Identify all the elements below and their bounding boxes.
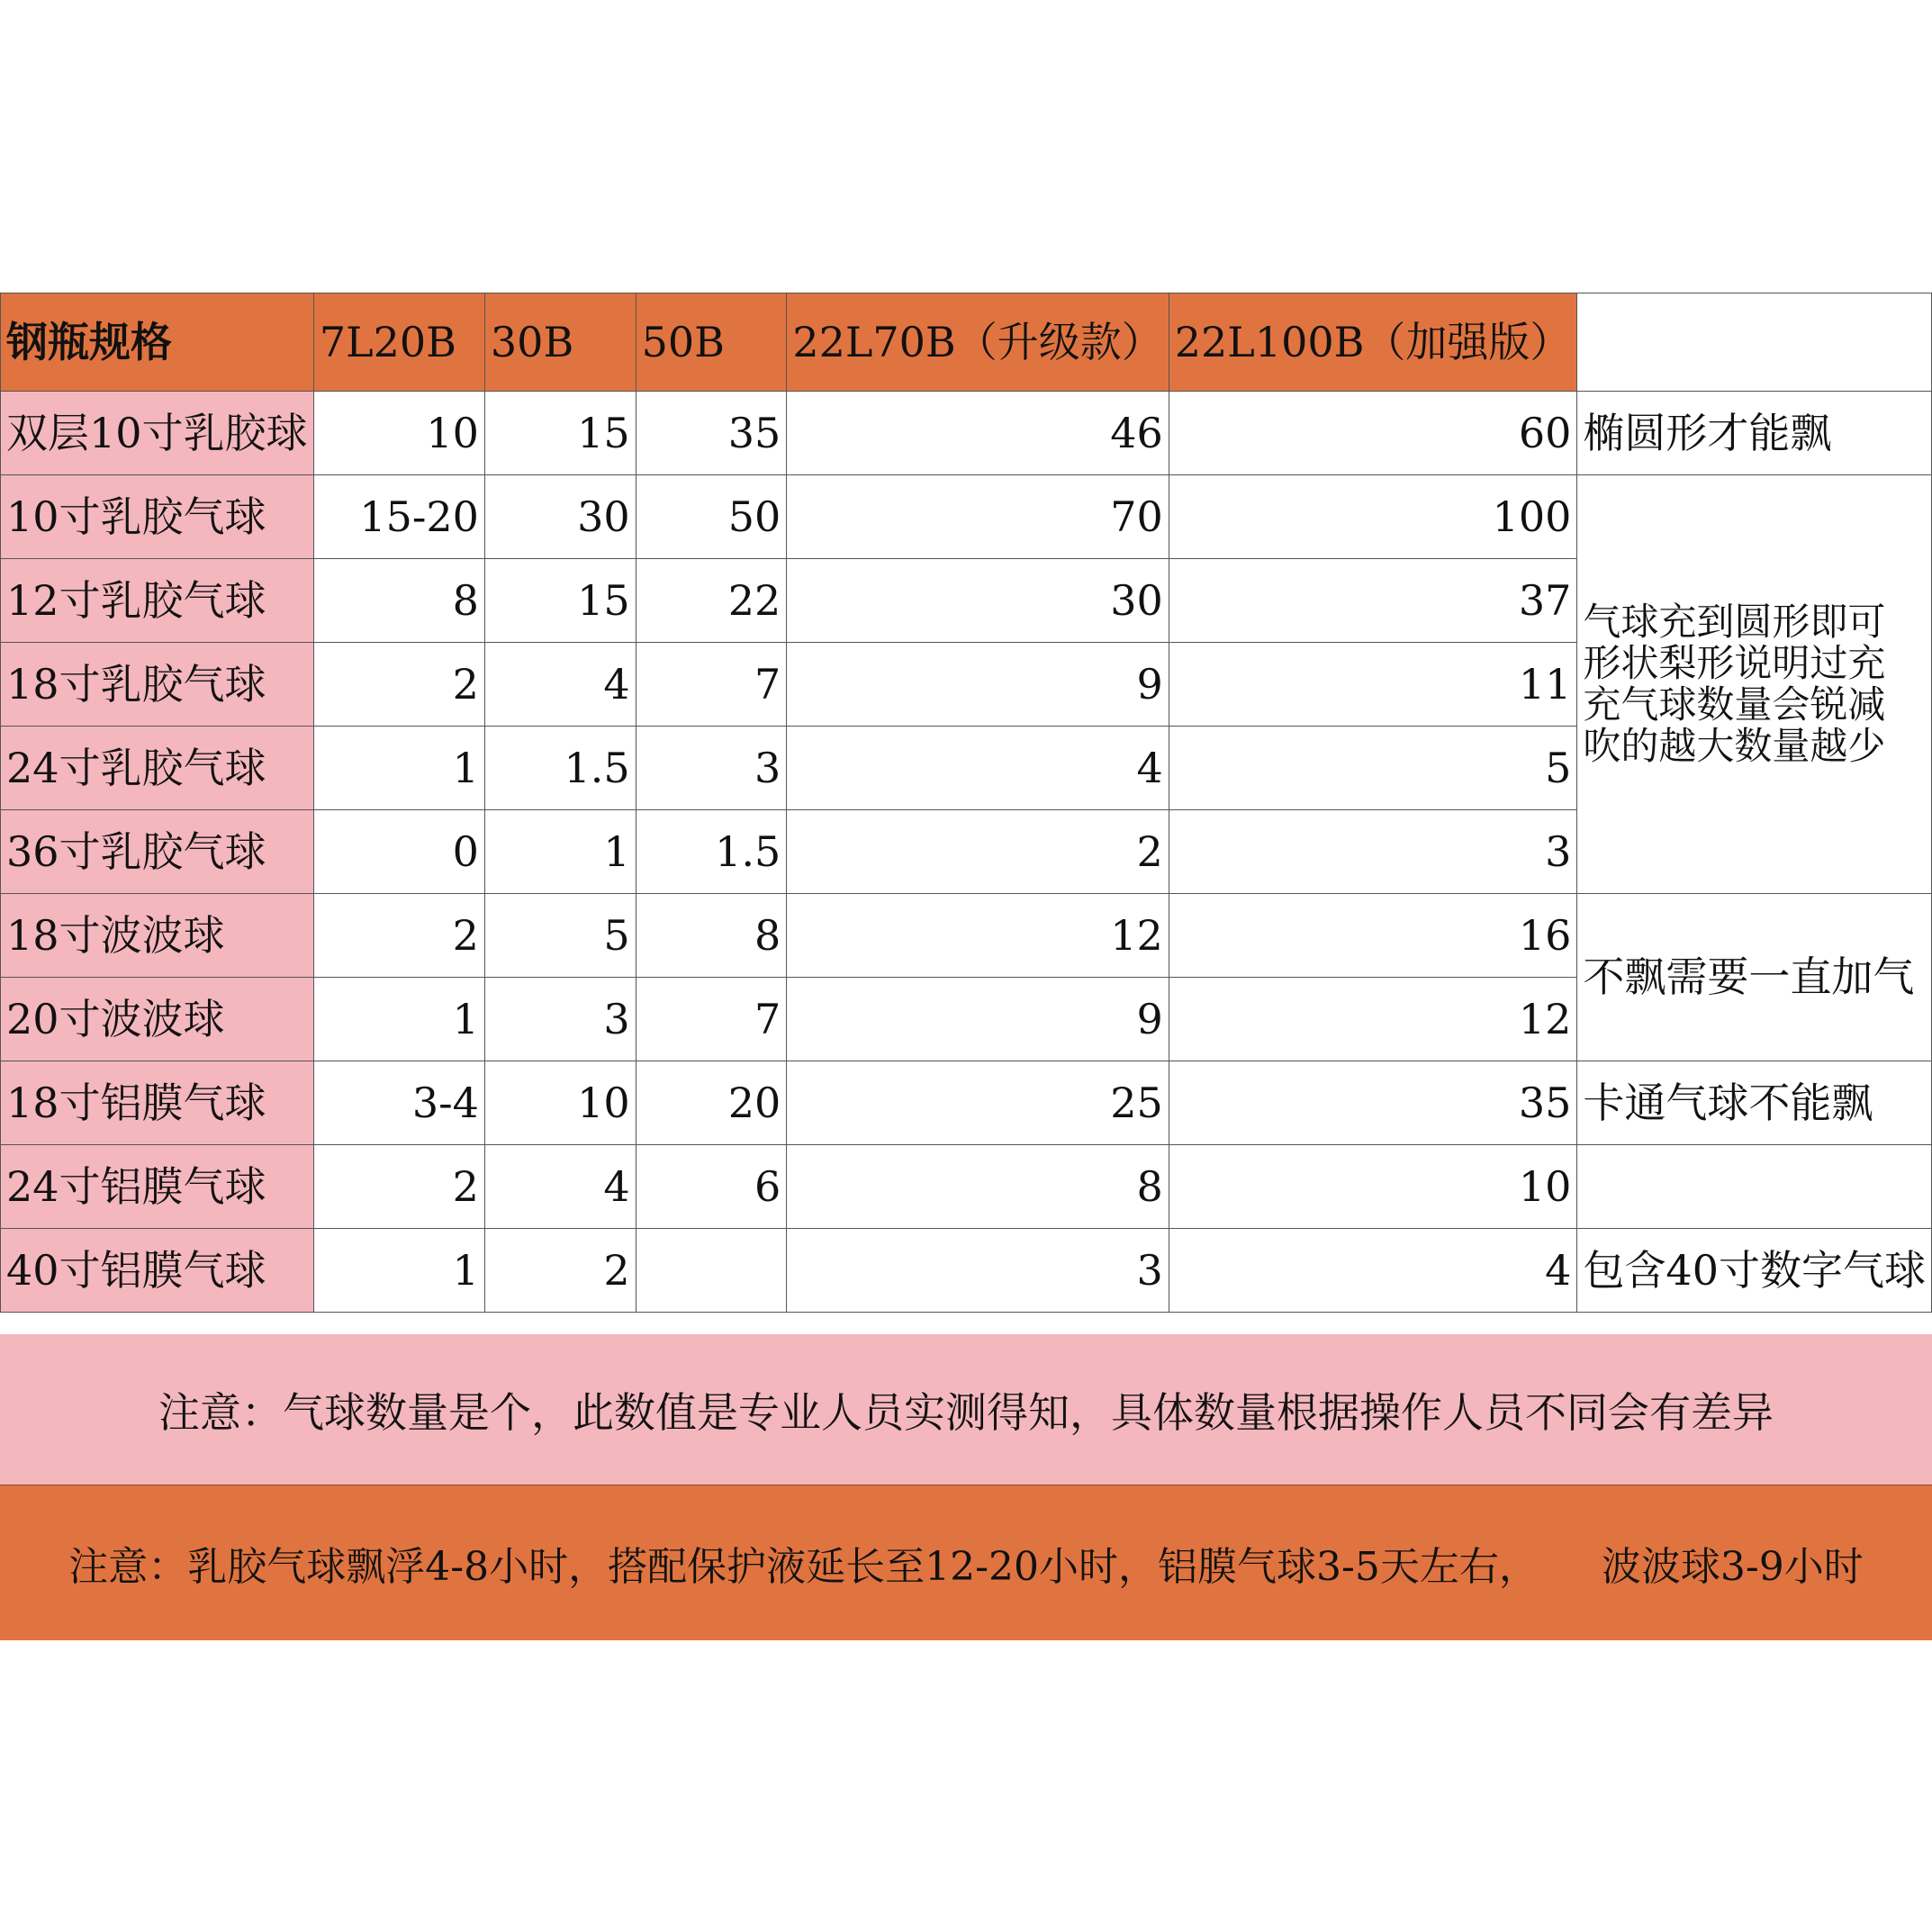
cell-value: 7 <box>636 978 787 1061</box>
cell-value: 10 <box>484 1061 636 1145</box>
notice-bobo-time-text: 波波球3-9小时 <box>1601 1544 1864 1590</box>
notice-float-time-text: 注意：乳胶气球飘浮4-8小时，搭配保护液延长至12-20小时，铝膜气球3-5天左右， <box>68 1544 1539 1590</box>
cell-value: 46 <box>787 392 1169 475</box>
cell-value: 25 <box>787 1061 1169 1145</box>
cell-value: 37 <box>1169 559 1577 643</box>
cell-value: 35 <box>636 392 787 475</box>
cell-value: 3 <box>787 1229 1169 1313</box>
notice-quantity-text: 注意：气球数量是个，此数值是专业人员实测得知，具体数量根据操作人员不同会有差异 <box>158 1387 1774 1437</box>
cell-value: 2 <box>313 894 484 978</box>
note-latex-line: 吹的越大数量越少 <box>1583 724 1886 769</box>
row-label: 18寸铝膜气球 <box>1 1061 314 1145</box>
row-label: 18寸波波球 <box>1 894 314 978</box>
cell-value: 3-4 <box>313 1061 484 1145</box>
table-row <box>1 1229 1932 1313</box>
header-22l70b: 22L70B（升级款） <box>787 293 1169 392</box>
cell-value: 10 <box>1169 1145 1577 1229</box>
cell-value: 9 <box>787 978 1169 1061</box>
cell-value: 11 <box>1169 643 1577 727</box>
cell-value: 2 <box>787 810 1169 894</box>
table-row <box>1 1145 1932 1229</box>
note-foil-40: 包含40寸数字气球 <box>1577 1229 1932 1313</box>
notice-float-time <box>0 1485 1932 1640</box>
notice-quantity <box>0 1334 1932 1485</box>
header-7l20b: 7L20B <box>313 293 484 392</box>
cell-value: 1 <box>313 1229 484 1313</box>
cell-value: 8 <box>787 1145 1169 1229</box>
row-label: 10寸乳胶气球 <box>1 475 314 559</box>
cell-value: 1.5 <box>636 810 787 894</box>
cell-value: 4 <box>484 1145 636 1229</box>
row-label: 36寸乳胶气球 <box>1 810 314 894</box>
cell-value: 20 <box>636 1061 787 1145</box>
note-latex-line: 充气球数量会锐减 <box>1583 682 1886 727</box>
cell-value: 2 <box>313 643 484 727</box>
note-latex-line: 形状梨形说明过充 <box>1583 640 1886 685</box>
row-label: 12寸乳胶气球 <box>1 559 314 643</box>
row-label: 24寸乳胶气球 <box>1 727 314 810</box>
cell-value: 7 <box>636 643 787 727</box>
cell-value: 3 <box>484 978 636 1061</box>
row-label: 双层10寸乳胶球 <box>1 392 314 475</box>
cell-value: 1 <box>313 978 484 1061</box>
cell-value: 22 <box>636 559 787 643</box>
cell-value: 6 <box>636 1145 787 1229</box>
cell-value: 1.5 <box>484 727 636 810</box>
note-foil-24 <box>1577 1145 1932 1229</box>
cell-value: 5 <box>1169 727 1577 810</box>
row-label: 40寸铝膜气球 <box>1 1229 314 1313</box>
cell-value: 8 <box>636 894 787 978</box>
cell-value: 60 <box>1169 392 1577 475</box>
table-row <box>1 392 1932 475</box>
cell-value: 50 <box>636 475 787 559</box>
note-foil-18: 卡通气球不能飘 <box>1577 1061 1932 1145</box>
cell-value: 5 <box>484 894 636 978</box>
cell-value: 3 <box>636 727 787 810</box>
cell-value: 10 <box>313 392 484 475</box>
cell-value: 12 <box>1169 978 1577 1061</box>
cell-value: 16 <box>1169 894 1577 978</box>
table-row <box>1 894 1932 978</box>
cell-value: 0 <box>313 810 484 894</box>
cell-value: 4 <box>1169 1229 1577 1313</box>
cell-value: 12 <box>787 894 1169 978</box>
header-30b: 30B <box>484 293 636 392</box>
cell-value: 2 <box>484 1229 636 1313</box>
note-double-layer: 椭圆形才能飘 <box>1577 392 1932 475</box>
cell-value <box>636 1229 787 1313</box>
cell-value: 4 <box>787 727 1169 810</box>
cell-value: 1 <box>484 810 636 894</box>
cell-value: 30 <box>484 475 636 559</box>
row-label: 18寸乳胶气球 <box>1 643 314 727</box>
header-row <box>1 293 1932 392</box>
cell-value: 35 <box>1169 1061 1577 1145</box>
header-22l100b: 22L100B（加强版） <box>1169 293 1577 392</box>
cell-value: 15 <box>484 559 636 643</box>
note-latex <box>1577 475 1932 894</box>
balloon-capacity-table <box>0 293 1932 1313</box>
row-label: 20寸波波球 <box>1 978 314 1061</box>
cell-value: 15-20 <box>313 475 484 559</box>
cell-value: 30 <box>787 559 1169 643</box>
row-label: 24寸铝膜气球 <box>1 1145 314 1229</box>
header-blank <box>1577 293 1932 392</box>
cell-value: 15 <box>484 392 636 475</box>
note-latex-line: 气球充到圆形即可 <box>1583 599 1886 644</box>
cell-value: 2 <box>313 1145 484 1229</box>
cell-value: 8 <box>313 559 484 643</box>
note-bobo: 不飘需要一直加气 <box>1577 894 1932 1061</box>
cell-value: 3 <box>1169 810 1577 894</box>
table-row <box>1 475 1932 559</box>
cell-value: 9 <box>787 643 1169 727</box>
cell-value: 100 <box>1169 475 1577 559</box>
cell-value: 1 <box>313 727 484 810</box>
cell-value: 70 <box>787 475 1169 559</box>
header-cylinder-spec: 钢瓶规格 <box>1 293 314 392</box>
table-row <box>1 1061 1932 1145</box>
cell-value: 4 <box>484 643 636 727</box>
header-50b: 50B <box>636 293 787 392</box>
